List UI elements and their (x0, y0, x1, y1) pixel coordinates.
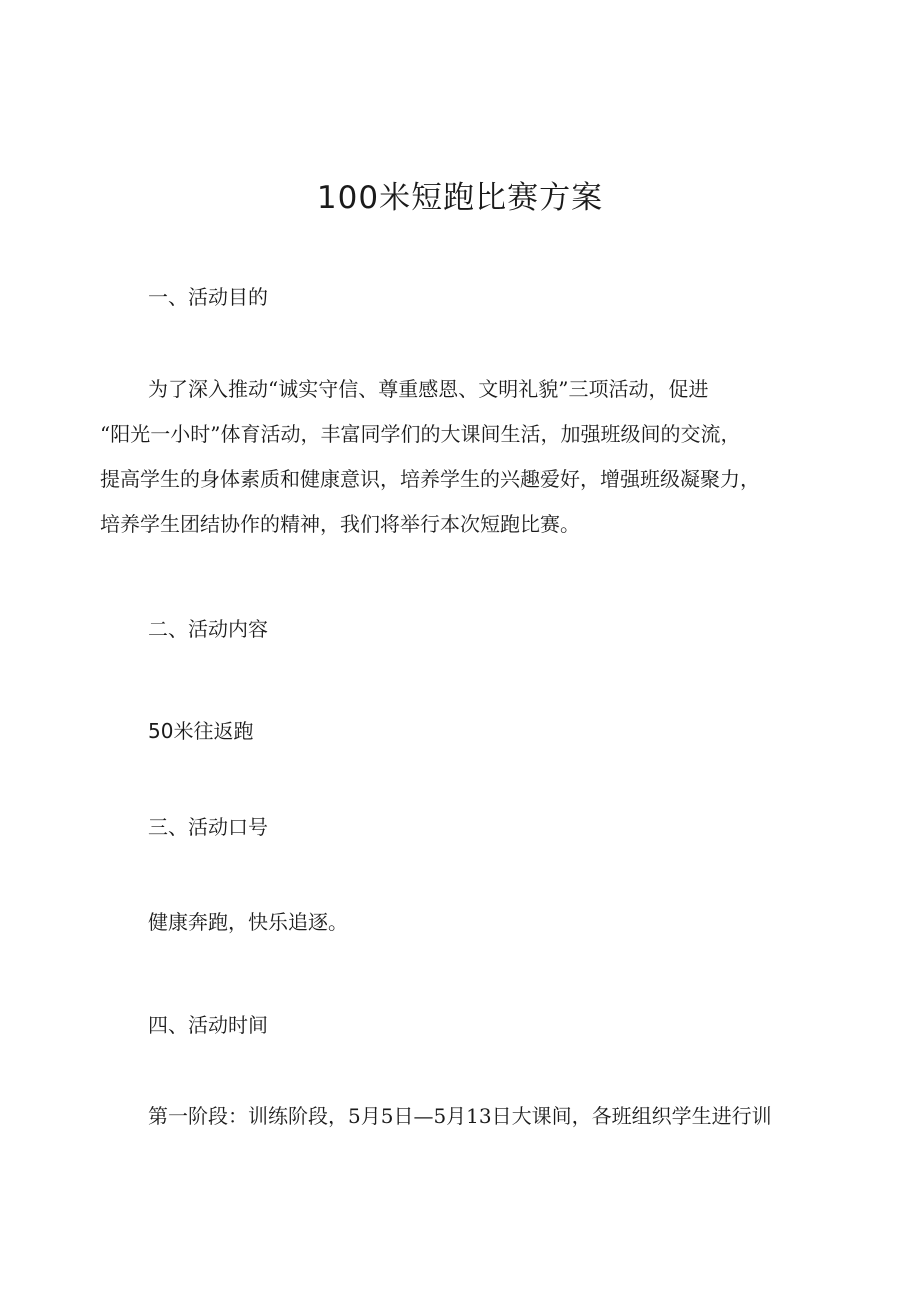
section-text-content: 50米往返跑 (148, 719, 254, 743)
paragraph-line: “阳光一小时”体育活动，丰富同学们的大课间生活，加强班级间的交流， (100, 422, 741, 446)
section-text-slogan: 健康奔跑，快乐追逐。 (148, 910, 348, 934)
paragraph-line: 为了深入推动“诚实守信、尊重感恩、文明礼貌”三项活动，促进 (148, 377, 709, 401)
paragraph-line: 培养学生团结协作的精神，我们将举行本次短跑比赛。 (100, 512, 580, 536)
section-text-time: 第一阶段：训练阶段，5月5日—5月13日大课间，各班组织学生进行训 (148, 1104, 772, 1128)
section-heading-slogan: 三、活动口号 (148, 815, 268, 839)
paragraph-line: 提高学生的身体素质和健康意识，培养学生的兴趣爱好，增强班级凝聚力， (100, 467, 760, 491)
section-heading-purpose: 一、活动目的 (148, 285, 268, 309)
document-title: 100米短跑比赛方案 (316, 180, 604, 216)
section-heading-content: 二、活动内容 (148, 617, 268, 641)
section-heading-time: 四、活动时间 (148, 1013, 268, 1037)
section-paragraph-purpose (100, 374, 820, 554)
